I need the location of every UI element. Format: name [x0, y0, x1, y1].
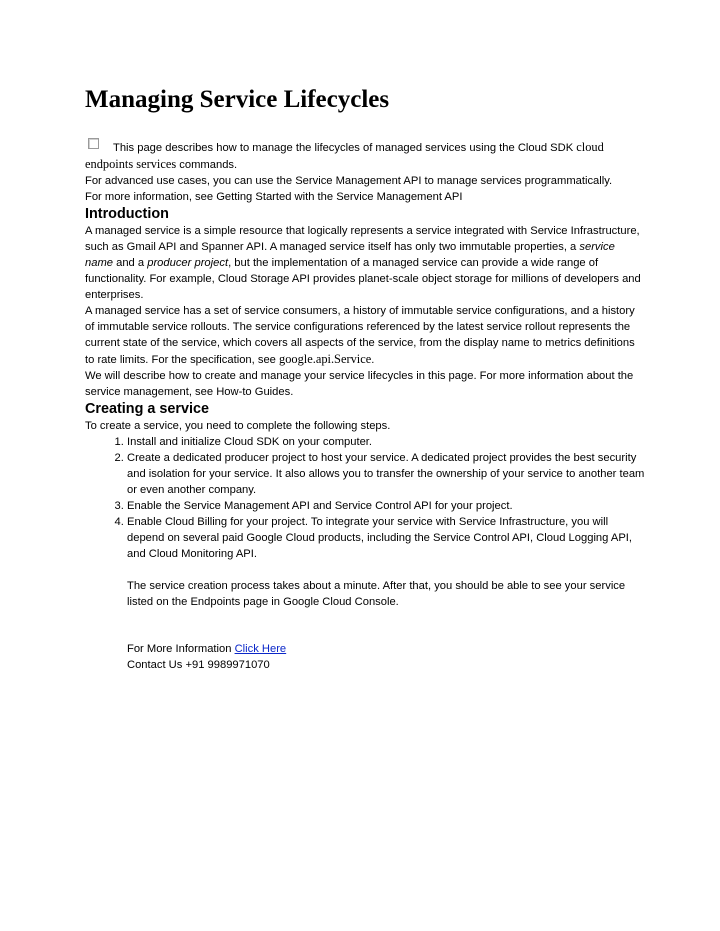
more-info-paragraph: For more information, see Getting Started with the Service Management API [85, 191, 463, 203]
service-name-emphasis: service name [85, 241, 615, 269]
contact-line: Contact Us +91 9989971070 [127, 659, 270, 671]
page-title: Managing Service Lifecycles [85, 86, 390, 113]
creating-service-heading: Creating a service [85, 401, 209, 417]
list-item: 2. Create a dedicated producer project to host your service. A dedicated project provides the best security and isolation for your service. It also allows you to transfer the ownership of your service to another team or even another company. [127, 450, 645, 498]
p2-end: . [371, 354, 375, 366]
p1-end: , but the implementation of a managed service can provide a wide range of functionality. For example, Cloud Storage API provides planet-scale object storage for millions of developers and enterprises. [85, 257, 641, 301]
closing-paragraph: The service creation process takes about a minute. After that, you should be able to see your service listed on the Endpoints page in Google Cloud Console. [127, 580, 626, 608]
producer-project-emphasis: producer project [147, 257, 229, 269]
p1-start: A managed service is a simple resource that logically represents a service integrated with Service Infrastructure, such as Gmail API and Spanner API. A managed service itself has only two immutable properties, a [85, 225, 640, 253]
introduction-heading: Introduction [85, 206, 169, 222]
intro-text-after: commands. [179, 159, 238, 171]
intro-text-before: This page describes how to manage the lifecycles of managed services using the Cloud SDK [113, 142, 574, 154]
advanced-use-paragraph: For advanced use cases, you can use the Service Management API to manage services programmatically. [85, 175, 613, 187]
broken-image-icon [88, 138, 99, 149]
more-info-label: For More Information [127, 643, 232, 655]
list-item: 1. Install and initialize Cloud SDK on your computer. [127, 434, 645, 450]
blank-line [127, 562, 645, 578]
closing-block [85, 562, 645, 673]
click-here-link[interactable]: Click Here [234, 643, 287, 655]
list-item: 3. Enable the Service Management API and Service Control API for your project. [127, 498, 645, 514]
intro-paragraph [85, 139, 645, 173]
service-spec-code: google.api.Service [279, 352, 372, 366]
intro-code-text: cloud endpoints services [85, 140, 604, 171]
blank-line [127, 610, 645, 641]
introduction-paragraph-1 [85, 223, 645, 303]
introduction-paragraph-2 [85, 303, 645, 368]
document-body [85, 139, 645, 673]
creating-lead: To create a service, you need to complete the following steps. [85, 420, 391, 432]
p1-mid: and a [116, 257, 145, 269]
list-item: 4. Enable Cloud Billing for your project. To integrate your service with Service Infrastructure, you will depend on several paid Google Cloud products, including the Service Control API, Cloud Logging API, and Cloud Monitoring API. [127, 514, 645, 562]
creation-steps-list [85, 434, 645, 562]
p2-start: A managed service has a set of service consumers, a history of immutable service configurations, and a history of immutable service rollouts. The service configurations referenced by the latest service rollout represents the current state of the service, which covers all aspects of the service, from the display name to metrics definitions to rate limits. For the specification, see [85, 305, 635, 366]
introduction-paragraph-3: We will describe how to create and manage your service lifecycles in this page. For more information about the service management, see How-to Guides. [85, 370, 634, 398]
more-information-line [127, 641, 645, 657]
